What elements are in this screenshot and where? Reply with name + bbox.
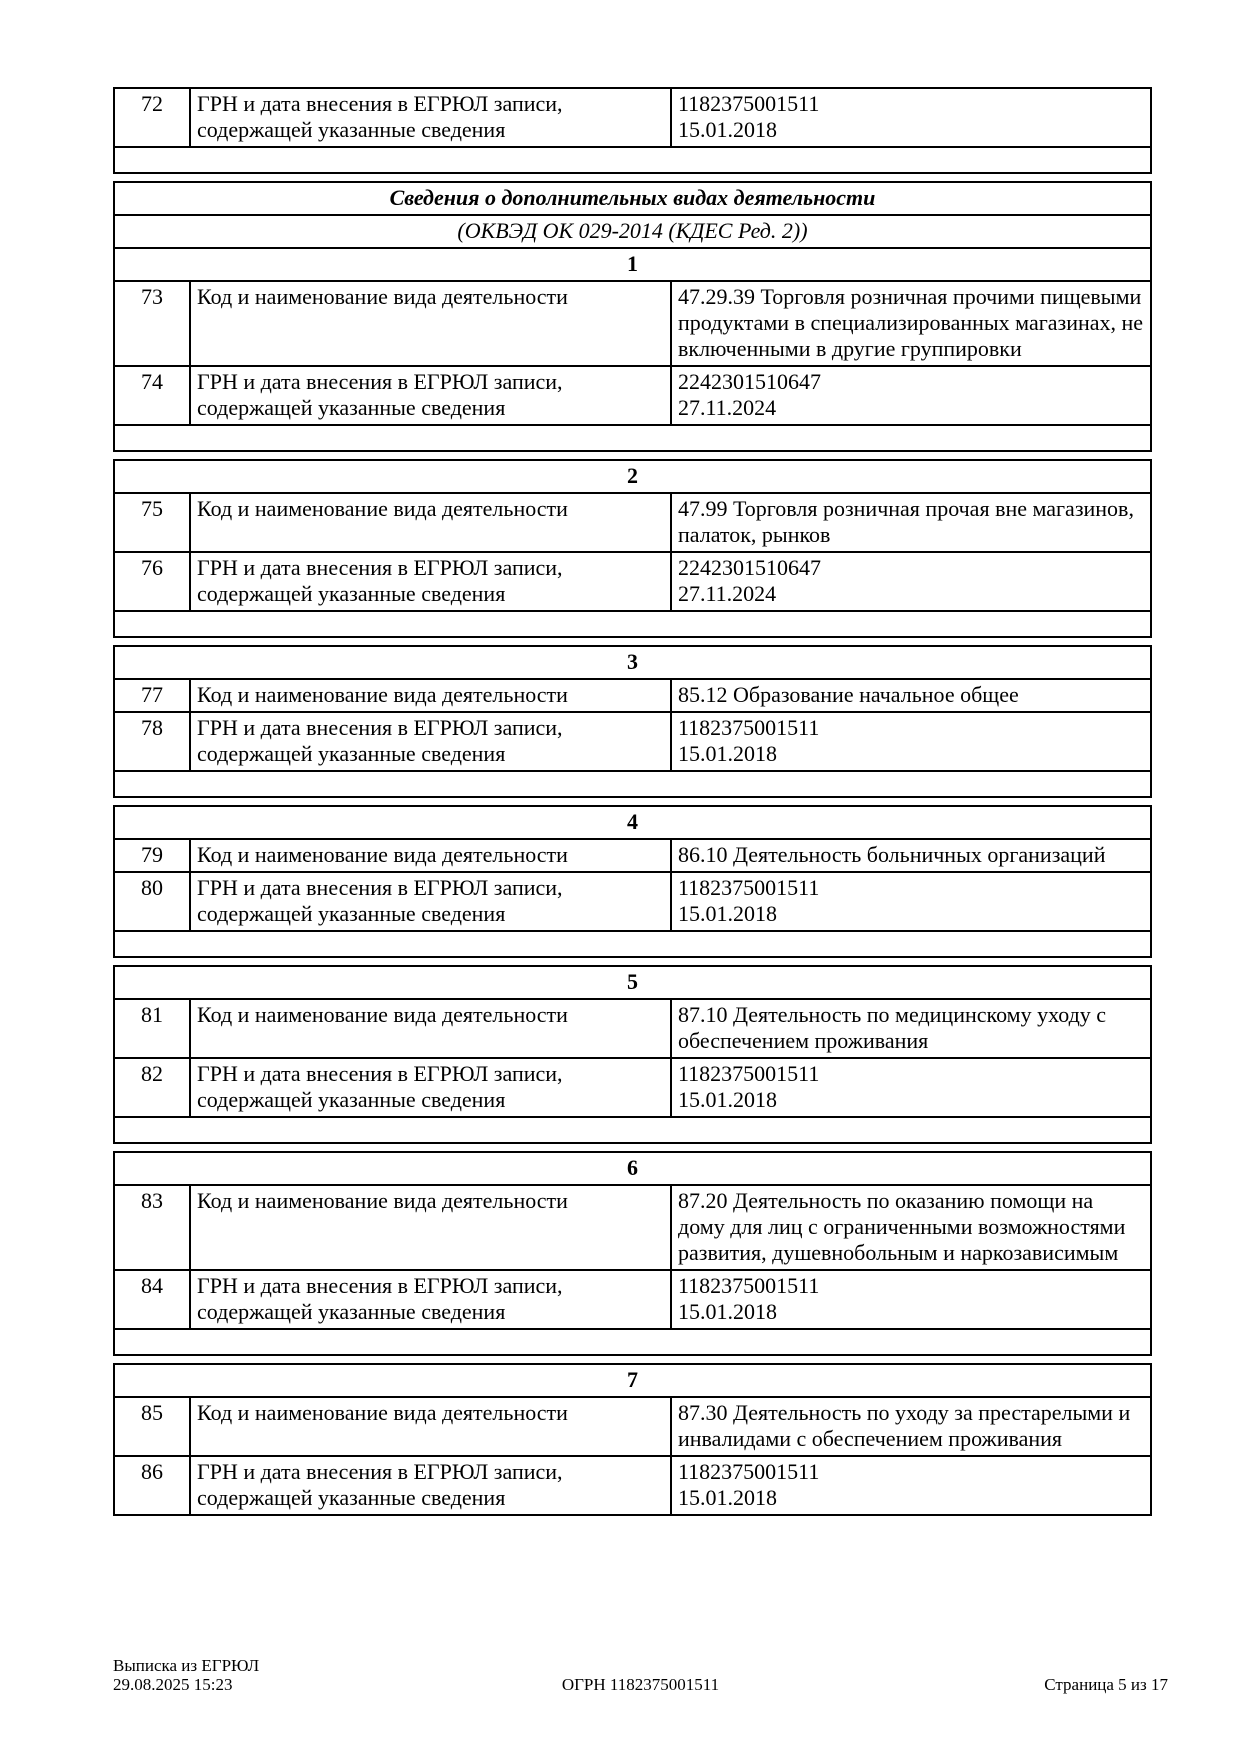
table-row <box>114 1058 1151 1117</box>
field-value: 87.20 Деятельность по оказанию помощи на дому для лиц с ограниченными возможностями развития, душевнобольным и наркозависимым <box>671 1185 1151 1270</box>
row-number: 74 <box>114 366 190 425</box>
section-number-row <box>114 248 1151 281</box>
field-value: 47.99 Торговля розничная прочая вне магазинов, палаток, рынков <box>671 493 1151 552</box>
section-number-row <box>114 806 1151 839</box>
grn-value: 1182375001511 <box>678 715 820 740</box>
field-label: ГРН и дата внесения в ЕГРЮЛ записи, содержащей указанные сведения <box>190 1270 671 1329</box>
section-number: 7 <box>114 1364 1151 1397</box>
table-row <box>114 1185 1151 1270</box>
field-label: Код и наименование вида деятельности <box>190 1185 671 1270</box>
footer-generated-datetime: 29.08.2025 15:23 <box>113 1675 233 1694</box>
field-label: Код и наименование вида деятельности <box>190 679 671 712</box>
row-number: 81 <box>114 999 190 1058</box>
row-number: 73 <box>114 281 190 366</box>
section-number: 2 <box>114 460 1151 493</box>
field-value: 85.12 Образование начальное общее <box>671 679 1151 712</box>
field-value <box>671 872 1151 931</box>
row-number: 82 <box>114 1058 190 1117</box>
field-value <box>671 552 1151 611</box>
field-value: 87.30 Деятельность по уходу за престарелыми и инвалидами с обеспечением проживания <box>671 1397 1151 1456</box>
table-row <box>114 88 1151 147</box>
grn-date: 15.01.2018 <box>678 1299 777 1324</box>
row-number: 76 <box>114 552 190 611</box>
field-value <box>671 88 1151 147</box>
row-number: 72 <box>114 88 190 147</box>
row-number: 83 <box>114 1185 190 1270</box>
field-value <box>671 1270 1151 1329</box>
field-value <box>671 1456 1151 1515</box>
section-number: 5 <box>114 966 1151 999</box>
spacer-cell <box>114 425 1151 451</box>
table-row <box>114 999 1151 1058</box>
table-row <box>114 1397 1151 1456</box>
activity-section-table <box>113 1151 1152 1356</box>
activity-section-table <box>113 459 1152 638</box>
table-row <box>114 493 1151 552</box>
spacer-cell <box>114 1117 1151 1143</box>
table-row <box>114 712 1151 771</box>
section-subtitle: (ОКВЭД ОК 029-2014 (КДЕС Ред. 2)) <box>114 215 1151 247</box>
section-number: 3 <box>114 646 1151 679</box>
activity-section-table <box>113 805 1152 958</box>
row-number: 80 <box>114 872 190 931</box>
grn-value: 2242301510647 <box>678 555 821 580</box>
activity-section-table <box>113 247 1152 452</box>
footer-ogrn: ОГРН 1182375001511 <box>561 1675 720 1694</box>
grn-value: 2242301510647 <box>678 369 821 394</box>
section-number-row <box>114 646 1151 679</box>
grn-date: 27.11.2024 <box>678 395 777 420</box>
activity-section-table <box>113 645 1152 798</box>
section-number-row <box>114 1152 1151 1185</box>
field-value: 87.10 Деятельность по медицинскому уходу с обеспечением проживания <box>671 999 1151 1058</box>
field-label: ГРН и дата внесения в ЕГРЮЛ записи, содержащей указанные сведения <box>190 1058 671 1117</box>
section-number: 6 <box>114 1152 1151 1185</box>
grn-date: 27.11.2024 <box>678 581 777 606</box>
row-number: 75 <box>114 493 190 552</box>
spacer-cell <box>114 931 1151 957</box>
table-row <box>114 1456 1151 1515</box>
row-number: 86 <box>114 1456 190 1515</box>
activity-sections <box>113 247 1150 1516</box>
spacer-row <box>114 1117 1151 1143</box>
row-number: 84 <box>114 1270 190 1329</box>
grn-date: 15.01.2018 <box>678 117 777 142</box>
grn-date: 15.01.2018 <box>678 1087 777 1112</box>
table-row <box>114 1270 1151 1329</box>
grn-value: 1182375001511 <box>678 1273 820 1298</box>
spacer-row <box>114 771 1151 797</box>
grn-value: 1182375001511 <box>678 875 820 900</box>
spacer-cell <box>114 147 1151 173</box>
field-value: 47.29.39 Торговля розничная прочими пищевыми продуктами в специализированных магазинах, не включенными в другие группировки <box>671 281 1151 366</box>
field-label: ГРН и дата внесения в ЕГРЮЛ записи, содержащей указанные сведения <box>190 1456 671 1515</box>
table-row <box>114 552 1151 611</box>
document-content <box>113 87 1150 1523</box>
field-label: ГРН и дата внесения в ЕГРЮЛ записи, содержащей указанные сведения <box>190 366 671 425</box>
spacer-row <box>114 425 1151 451</box>
table-row <box>114 366 1151 425</box>
activity-section-table <box>113 965 1152 1144</box>
grn-value: 1182375001511 <box>678 1459 820 1484</box>
field-label: ГРН и дата внесения в ЕГРЮЛ записи, содержащей указанные сведения <box>190 88 671 147</box>
table-row <box>114 281 1151 366</box>
section-subtitle-row <box>114 215 1151 247</box>
page-footer <box>113 1656 1168 1694</box>
field-label: Код и наименование вида деятельности <box>190 493 671 552</box>
section-header-table <box>113 181 1152 247</box>
section-number: 4 <box>114 806 1151 839</box>
grn-date: 15.01.2018 <box>678 1485 777 1510</box>
row-number: 85 <box>114 1397 190 1456</box>
field-label: Код и наименование вида деятельности <box>190 839 671 872</box>
field-value <box>671 712 1151 771</box>
section-number-row <box>114 966 1151 999</box>
grn-date: 15.01.2018 <box>678 741 777 766</box>
spacer-cell <box>114 611 1151 637</box>
spacer-cell <box>114 771 1151 797</box>
field-label: Код и наименование вида деятельности <box>190 999 671 1058</box>
footer-doc-title: Выписка из ЕГРЮЛ <box>113 1656 260 1675</box>
section-number-row <box>114 1364 1151 1397</box>
row-number: 78 <box>114 712 190 771</box>
activity-section-table <box>113 1363 1152 1516</box>
table-row <box>114 679 1151 712</box>
section-title: Сведения о дополнительных видах деятельности <box>114 182 1151 215</box>
section-title-row <box>114 182 1151 215</box>
field-value <box>671 366 1151 425</box>
field-label: ГРН и дата внесения в ЕГРЮЛ записи, содержащей указанные сведения <box>190 712 671 771</box>
spacer-row <box>114 931 1151 957</box>
field-label: ГРН и дата внесения в ЕГРЮЛ записи, содержащей указанные сведения <box>190 872 671 931</box>
field-label: Код и наименование вида деятельности <box>190 1397 671 1456</box>
spacer-cell <box>114 1329 1151 1355</box>
field-label: ГРН и дата внесения в ЕГРЮЛ записи, содержащей указанные сведения <box>190 552 671 611</box>
spacer-row <box>114 1329 1151 1355</box>
table-row <box>114 872 1151 931</box>
footer-page-number: Страница 5 из 17 <box>1044 1675 1168 1694</box>
row-number: 77 <box>114 679 190 712</box>
field-label: Код и наименование вида деятельности <box>190 281 671 366</box>
row-number: 79 <box>114 839 190 872</box>
section-number-row <box>114 460 1151 493</box>
grn-value: 1182375001511 <box>678 91 820 116</box>
table-row <box>114 839 1151 872</box>
field-value <box>671 1058 1151 1117</box>
grn-value: 1182375001511 <box>678 1061 820 1086</box>
spacer-row <box>114 147 1151 173</box>
continuation-table <box>113 87 1152 174</box>
spacer-row <box>114 611 1151 637</box>
section-number: 1 <box>114 248 1151 281</box>
field-value: 86.10 Деятельность больничных организаций <box>671 839 1151 872</box>
grn-date: 15.01.2018 <box>678 901 777 926</box>
